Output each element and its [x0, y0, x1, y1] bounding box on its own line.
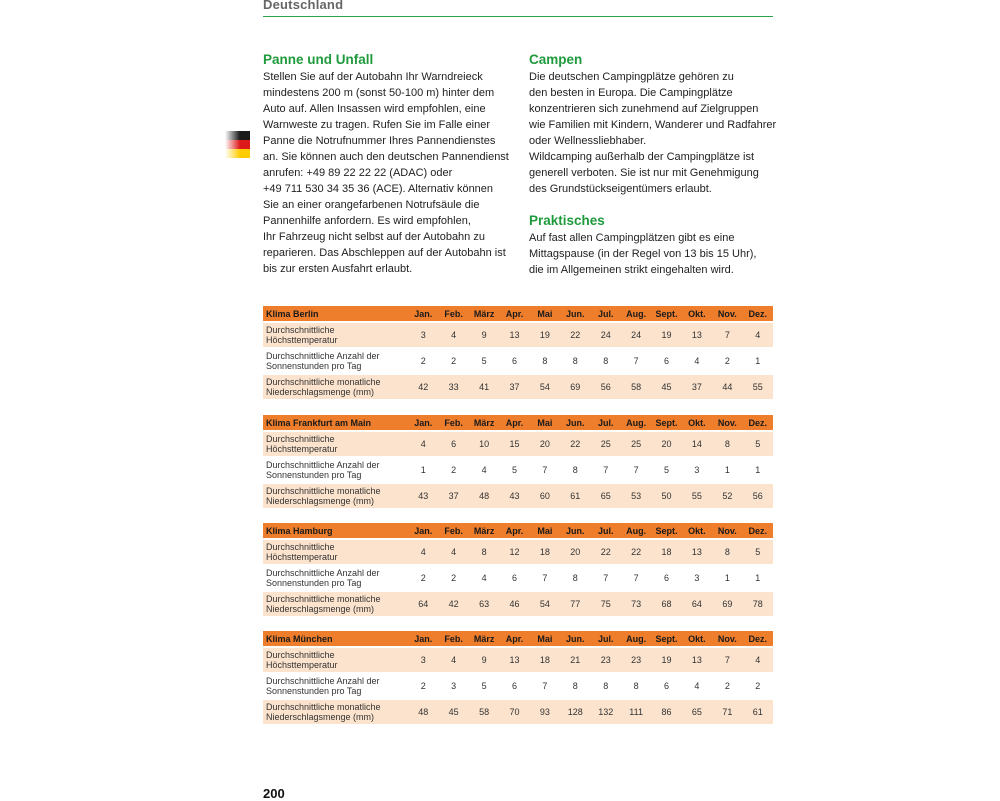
table-cell: 70 [499, 699, 529, 724]
table-cell: 65 [682, 699, 712, 724]
table-cell: 48 [408, 699, 438, 724]
month-header: Jan. [408, 306, 438, 322]
table-cell: 13 [682, 647, 712, 673]
table-row [263, 673, 773, 699]
table-cell: 1 [408, 457, 438, 483]
table-cell: 55 [682, 483, 712, 508]
month-header: Okt. [682, 523, 712, 539]
table-city-title: Klima München [263, 631, 408, 647]
row-label-line: Durchschnittliche Anzahl der [266, 351, 380, 361]
month-header: Jan. [408, 631, 438, 647]
row-label-line: Durchschnittliche monatliche [266, 377, 381, 387]
table-cell: 4 [438, 647, 468, 673]
table-cell: 2 [438, 457, 468, 483]
month-header: März [469, 631, 499, 647]
table-cell: 1 [743, 348, 773, 374]
month-header: Jan. [408, 523, 438, 539]
table-cell: 7 [591, 457, 621, 483]
table-row [263, 348, 773, 374]
table-cell: 2 [712, 673, 742, 699]
text-line: oder Wellnessliebhaber. [529, 135, 647, 147]
text-line: Ihr Fahrzeug nicht selbst auf der Autobahn zu [263, 231, 485, 243]
table-row [263, 374, 773, 399]
text-line: wie Familien mit Kindern, Wanderer und Radfahrer [529, 119, 777, 131]
praktisches-title: Praktisches [529, 213, 605, 228]
row-label-line: Sonnenstunden pro Tag [266, 686, 362, 696]
table-cell: 52 [712, 483, 742, 508]
table-cell: 23 [621, 647, 651, 673]
text-line: Sie an einer orangefarbenen Notrufsäule die [263, 199, 480, 211]
table-cell: 24 [591, 322, 621, 348]
table-cell: 128 [560, 699, 590, 724]
text-line: Stellen Sie auf der Autobahn Ihr Warndreieck [263, 71, 483, 83]
month-header: Dez. [743, 306, 773, 322]
month-header: Aug. [621, 415, 651, 431]
table-cell: 54 [530, 591, 560, 616]
month-header: Dez. [743, 415, 773, 431]
page-number: 200 [263, 786, 285, 801]
table-cell: 6 [499, 565, 529, 591]
row-label [263, 565, 408, 591]
table-cell: 5 [469, 673, 499, 699]
month-header: Feb. [438, 415, 468, 431]
table-cell: 8 [560, 673, 590, 699]
month-header: Feb. [438, 631, 468, 647]
row-label [263, 673, 408, 699]
month-header: Mai [530, 523, 560, 539]
table-cell: 8 [530, 348, 560, 374]
table-cell: 6 [438, 431, 468, 457]
month-header: Feb. [438, 523, 468, 539]
table-cell: 19 [530, 322, 560, 348]
text-line: reparieren. Das Abschleppen auf der Autobahn ist [263, 247, 506, 259]
table-cell: 41 [469, 374, 499, 399]
month-header: Jul. [591, 415, 621, 431]
text-line: die im Allgemeinen strikt eingehalten wird. [529, 264, 734, 276]
text-line: des Grundstückseigentümers erlaubt. [529, 183, 712, 195]
month-header: Nov. [712, 523, 742, 539]
row-label-line: Durchschnittliche [266, 434, 335, 444]
table-cell: 19 [651, 322, 681, 348]
table-cell: 5 [743, 539, 773, 565]
table-cell: 9 [469, 322, 499, 348]
text-line: konzentrieren sich zunehmend auf Zielgruppen [529, 103, 759, 115]
row-label-line: Sonnenstunden pro Tag [266, 578, 362, 588]
month-header: Dez. [743, 631, 773, 647]
table-cell: 86 [651, 699, 681, 724]
row-label-line: Sonnenstunden pro Tag [266, 470, 362, 480]
table-cell: 78 [743, 591, 773, 616]
table-cell: 8 [560, 565, 590, 591]
table-cell: 22 [621, 539, 651, 565]
row-label-line: Durchschnittliche monatliche [266, 594, 381, 604]
row-label-line: Durchschnittliche monatliche [266, 486, 381, 496]
table-cell: 7 [621, 457, 651, 483]
table-cell: 53 [621, 483, 651, 508]
table-cell: 7 [530, 457, 560, 483]
climate-table [263, 523, 773, 616]
running-header: Deutschland [263, 0, 344, 12]
table-cell: 1 [712, 565, 742, 591]
table-cell: 19 [651, 647, 681, 673]
text-line: anrufen: +49 89 22 22 22 (ADAC) oder [263, 167, 453, 179]
climate-table [263, 631, 773, 724]
germany-flag-icon [225, 131, 250, 158]
table-cell: 13 [682, 539, 712, 565]
table-cell: 2 [408, 673, 438, 699]
table-cell: 9 [469, 647, 499, 673]
table-cell: 3 [408, 322, 438, 348]
text-line: Die deutschen Campingplätze gehören zu [529, 71, 734, 83]
table-cell: 69 [560, 374, 590, 399]
table-cell: 2 [438, 565, 468, 591]
table-city-title: Klima Berlin [263, 306, 408, 322]
table-cell: 71 [712, 699, 742, 724]
table-cell: 8 [469, 539, 499, 565]
row-label-line: Durchschnittliche [266, 542, 335, 552]
row-label [263, 647, 408, 673]
table-cell: 6 [499, 348, 529, 374]
row-label [263, 457, 408, 483]
text-line: Pannenhilfe anfordern. Es wird empfohlen, [263, 215, 471, 227]
text-line: Wildcamping außerhalb der Campingplätze ist [529, 151, 754, 163]
month-header: Aug. [621, 523, 651, 539]
table-cell: 63 [469, 591, 499, 616]
table-cell: 4 [682, 348, 712, 374]
table-cell: 3 [438, 673, 468, 699]
table-cell: 4 [743, 647, 773, 673]
row-label [263, 539, 408, 565]
panne-body [263, 69, 513, 277]
row-label-line: Niederschlagsmenge (mm) [266, 712, 375, 722]
table-cell: 64 [408, 591, 438, 616]
row-label-line: Niederschlagsmenge (mm) [266, 496, 375, 506]
table-cell: 69 [712, 591, 742, 616]
month-header: Aug. [621, 306, 651, 322]
table-cell: 75 [591, 591, 621, 616]
table-row [263, 431, 773, 457]
row-label-line: Niederschlagsmenge (mm) [266, 387, 375, 397]
table-cell: 2 [408, 565, 438, 591]
month-header: Sept. [651, 306, 681, 322]
table-row [263, 591, 773, 616]
table-cell: 4 [408, 539, 438, 565]
month-header: Sept. [651, 415, 681, 431]
panne-title: Panne und Unfall [263, 52, 374, 67]
table-city-title: Klima Frankfurt am Main [263, 415, 408, 431]
text-line: den besten in Europa. Die Campingplätze [529, 87, 733, 99]
row-label [263, 431, 408, 457]
table-cell: 6 [651, 348, 681, 374]
table-cell: 3 [408, 647, 438, 673]
table-row [263, 322, 773, 348]
table-cell: 14 [682, 431, 712, 457]
table-cell: 58 [469, 699, 499, 724]
table-city-title: Klima Hamburg [263, 523, 408, 539]
table-cell: 1 [743, 565, 773, 591]
table-cell: 37 [682, 374, 712, 399]
table-cell: 50 [651, 483, 681, 508]
row-label-line: Durchschnittliche Anzahl der [266, 568, 380, 578]
table-cell: 24 [621, 322, 651, 348]
table-cell: 42 [438, 591, 468, 616]
table-cell: 60 [530, 483, 560, 508]
climate-table [263, 415, 773, 508]
table-cell: 4 [438, 322, 468, 348]
month-header: Feb. [438, 306, 468, 322]
table-cell: 68 [651, 591, 681, 616]
table-cell: 13 [499, 322, 529, 348]
text-line: Mittagspause (in der Regel von 13 bis 15 Uhr), [529, 248, 757, 260]
text-line: mindestens 200 m (sonst 50-100 m) hinter dem [263, 87, 495, 99]
table-cell: 58 [621, 374, 651, 399]
row-label-line: Niederschlagsmenge (mm) [266, 604, 375, 614]
table-cell: 15 [499, 431, 529, 457]
table-cell: 1 [743, 457, 773, 483]
table-cell: 10 [469, 431, 499, 457]
month-header: Mai [530, 415, 560, 431]
month-header: Jul. [591, 306, 621, 322]
panne-section [263, 52, 513, 277]
table-row [263, 699, 773, 724]
table-cell: 2 [408, 348, 438, 374]
table-row [263, 457, 773, 483]
table-cell: 3 [682, 565, 712, 591]
table-cell: 55 [743, 374, 773, 399]
month-header: Jul. [591, 523, 621, 539]
campen-section [529, 52, 779, 278]
month-header: März [469, 415, 499, 431]
table-cell: 8 [712, 431, 742, 457]
table-cell: 56 [743, 483, 773, 508]
month-header: März [469, 306, 499, 322]
row-label-line: Höchsttemperatur [266, 660, 338, 670]
row-label-line: Durchschnittliche monatliche [266, 702, 381, 712]
month-header: Nov. [712, 631, 742, 647]
table-cell: 2 [438, 348, 468, 374]
table-cell: 18 [530, 539, 560, 565]
row-label [263, 699, 408, 724]
row-label [263, 348, 408, 374]
table-cell: 13 [682, 322, 712, 348]
table-cell: 4 [743, 322, 773, 348]
table-cell: 4 [408, 431, 438, 457]
table-cell: 33 [438, 374, 468, 399]
table-cell: 8 [560, 457, 590, 483]
table-cell: 18 [651, 539, 681, 565]
table-cell: 2 [743, 673, 773, 699]
table-cell: 20 [530, 431, 560, 457]
table-cell: 7 [530, 673, 560, 699]
month-header: Nov. [712, 306, 742, 322]
text-line: Warnweste zu tragen. Rufen Sie im Falle einer [263, 119, 491, 131]
table-row [263, 565, 773, 591]
month-header: Okt. [682, 415, 712, 431]
climate-table [263, 306, 773, 399]
table-cell: 13 [499, 647, 529, 673]
header-rule [263, 16, 773, 17]
table-cell: 77 [560, 591, 590, 616]
table-cell: 93 [530, 699, 560, 724]
table-cell: 111 [621, 699, 651, 724]
table-cell: 37 [499, 374, 529, 399]
campen-title: Campen [529, 52, 583, 67]
table-cell: 4 [469, 457, 499, 483]
table-cell: 4 [438, 539, 468, 565]
table-cell: 6 [651, 673, 681, 699]
table-cell: 5 [469, 348, 499, 374]
row-label-line: Höchsttemperatur [266, 335, 338, 345]
table-cell: 25 [621, 431, 651, 457]
table-cell: 4 [682, 673, 712, 699]
table-cell: 8 [560, 348, 590, 374]
text-line: Panne die Notrufnummer Ihres Pannendienstes [263, 135, 496, 147]
month-header: Jun. [560, 631, 590, 647]
month-header: Dez. [743, 523, 773, 539]
month-header: Okt. [682, 306, 712, 322]
text-line: Auto auf. Allen Insassen wird empfohlen, eine [263, 103, 486, 115]
table-cell: 64 [682, 591, 712, 616]
table-row [263, 483, 773, 508]
row-label-line: Durchschnittliche [266, 650, 335, 660]
table-cell: 132 [591, 699, 621, 724]
table-cell: 6 [651, 565, 681, 591]
month-header: Apr. [499, 415, 529, 431]
table-cell: 2 [712, 348, 742, 374]
table-cell: 44 [712, 374, 742, 399]
month-header: Aug. [621, 631, 651, 647]
table-cell: 23 [591, 647, 621, 673]
text-line: generell verboten. Sie ist nur mit Genehmigung [529, 167, 759, 179]
row-label-line: Höchsttemperatur [266, 552, 338, 562]
month-header: Jan. [408, 415, 438, 431]
table-cell: 8 [591, 348, 621, 374]
table-cell: 42 [408, 374, 438, 399]
table-cell: 12 [499, 539, 529, 565]
table-row [263, 539, 773, 565]
table-cell: 7 [591, 565, 621, 591]
month-header: Apr. [499, 523, 529, 539]
table-cell: 73 [621, 591, 651, 616]
text-line: an. Sie können auch den deutschen Pannendienst [263, 151, 509, 163]
row-label [263, 591, 408, 616]
month-header: Sept. [651, 523, 681, 539]
table-row [263, 647, 773, 673]
table-cell: 8 [591, 673, 621, 699]
table-cell: 37 [438, 483, 468, 508]
table-cell: 46 [499, 591, 529, 616]
table-cell: 22 [560, 431, 590, 457]
table-cell: 5 [743, 431, 773, 457]
row-label [263, 322, 408, 348]
table-cell: 25 [591, 431, 621, 457]
month-header: Apr. [499, 631, 529, 647]
table-cell: 45 [438, 699, 468, 724]
table-cell: 20 [651, 431, 681, 457]
table-cell: 5 [651, 457, 681, 483]
month-header: Jun. [560, 415, 590, 431]
table-cell: 8 [712, 539, 742, 565]
row-label-line: Sonnenstunden pro Tag [266, 361, 362, 371]
table-cell: 43 [499, 483, 529, 508]
month-header: Jun. [560, 306, 590, 322]
table-cell: 48 [469, 483, 499, 508]
month-header: Mai [530, 306, 560, 322]
table-cell: 61 [743, 699, 773, 724]
table-cell: 22 [591, 539, 621, 565]
table-cell: 21 [560, 647, 590, 673]
month-header: Nov. [712, 415, 742, 431]
row-label-line: Durchschnittliche Anzahl der [266, 460, 380, 470]
row-label-line: Höchsttemperatur [266, 444, 338, 454]
table-cell: 54 [530, 374, 560, 399]
table-cell: 22 [560, 322, 590, 348]
table-cell: 7 [712, 322, 742, 348]
month-header: Sept. [651, 631, 681, 647]
table-cell: 7 [621, 565, 651, 591]
table-cell: 7 [530, 565, 560, 591]
table-cell: 43 [408, 483, 438, 508]
month-header: Jun. [560, 523, 590, 539]
table-cell: 8 [621, 673, 651, 699]
table-cell: 56 [591, 374, 621, 399]
month-header: März [469, 523, 499, 539]
table-cell: 5 [499, 457, 529, 483]
campen-body [529, 69, 779, 197]
month-header: Okt. [682, 631, 712, 647]
month-header: Apr. [499, 306, 529, 322]
row-label-line: Durchschnittliche Anzahl der [266, 676, 380, 686]
praktisches-body [529, 230, 779, 278]
table-cell: 20 [560, 539, 590, 565]
row-label [263, 374, 408, 399]
row-label-line: Durchschnittliche [266, 325, 335, 335]
table-cell: 65 [591, 483, 621, 508]
table-cell: 4 [469, 565, 499, 591]
table-cell: 1 [712, 457, 742, 483]
text-line: bis zur ersten Ausfahrt erlaubt. [263, 263, 413, 275]
month-header: Jul. [591, 631, 621, 647]
table-cell: 3 [682, 457, 712, 483]
text-line: Auf fast allen Campingplätzen gibt es eine [529, 232, 735, 244]
row-label [263, 483, 408, 508]
text-line: +49 711 530 34 35 36 (ACE). Alternativ können [263, 183, 494, 195]
table-cell: 6 [499, 673, 529, 699]
table-cell: 45 [651, 374, 681, 399]
table-cell: 18 [530, 647, 560, 673]
month-header: Mai [530, 631, 560, 647]
table-cell: 61 [560, 483, 590, 508]
table-cell: 7 [712, 647, 742, 673]
table-cell: 7 [621, 348, 651, 374]
